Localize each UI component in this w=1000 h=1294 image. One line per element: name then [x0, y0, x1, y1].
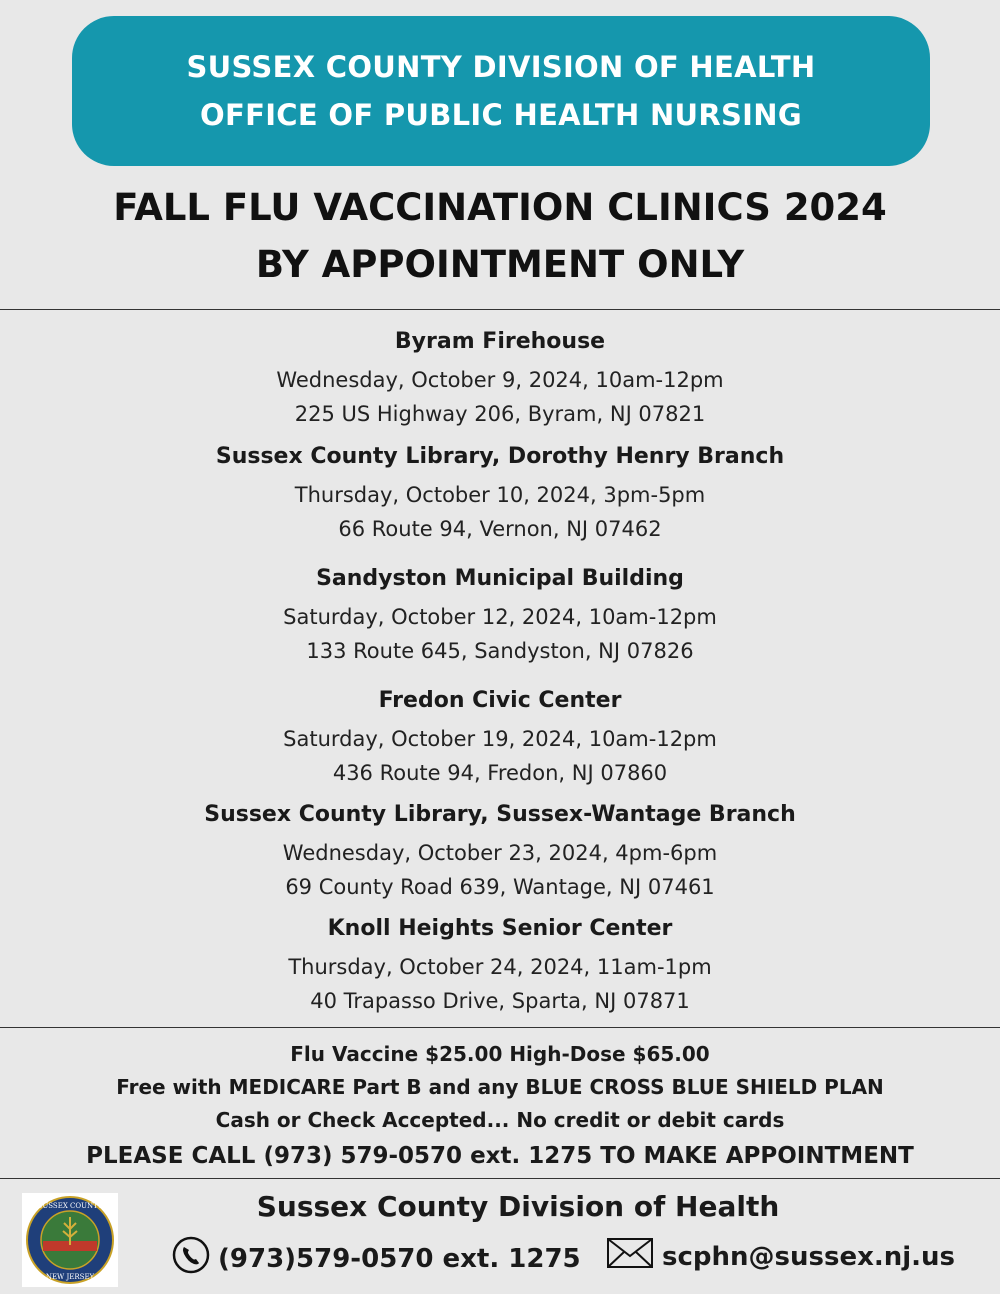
payment-line: Cash or Check Accepted... No credit or debit cards — [215, 1108, 785, 1132]
clinic-datetime: Wednesday, October 23, 2024, 4pm-6pm — [282, 841, 718, 865]
clinic-item — [0, 562, 1000, 668]
footer-org-name: Sussex County Division of Health — [256, 1190, 780, 1223]
clinic-address: 225 US Highway 206, Byram, NJ 07821 — [294, 402, 706, 426]
mail-icon — [606, 1236, 662, 1277]
clinic-item — [0, 684, 1000, 790]
clinic-address: 40 Trapasso Drive, Sparta, NJ 07871 — [310, 989, 690, 1013]
coverage-line: Free with MEDICARE Part B and any BLUE CROSS BLUE SHIELD PLAN — [116, 1075, 884, 1099]
clinic-name: Sussex County Library, Sussex-Wantage Branch — [204, 802, 796, 827]
phone-number: (973)579-0570 ext. 1275 — [218, 1243, 581, 1274]
clinic-address: 133 Route 645, Sandyston, NJ 07826 — [306, 639, 694, 663]
header-line-2: OFFICE OF PUBLIC HEALTH NURSING — [200, 98, 802, 132]
clinic-item — [0, 440, 1000, 546]
clinic-name: Knoll Heights Senior Center — [327, 916, 673, 941]
clinic-item — [0, 912, 1000, 1018]
clinic-name: Sussex County Library, Dorothy Henry Branch — [215, 444, 785, 469]
divider-top — [0, 309, 1000, 310]
seal-top-text: SUSSEX COUNTY — [37, 1202, 103, 1210]
divider-bottom — [0, 1178, 1000, 1179]
clinic-name: Sandyston Municipal Building — [316, 566, 684, 591]
footer-email[interactable] — [606, 1236, 955, 1277]
clinic-datetime: Saturday, October 12, 2024, 10am-12pm — [283, 605, 717, 629]
seal-bottom-text: NEW JERSEY — [45, 1273, 95, 1281]
clinic-datetime: Thursday, October 24, 2024, 11am-1pm — [288, 955, 712, 979]
header-banner — [72, 16, 930, 166]
clinic-item — [0, 798, 1000, 904]
divider-middle — [0, 1027, 1000, 1028]
clinic-item — [0, 325, 1000, 431]
clinic-datetime: Thursday, October 10, 2024, 3pm-5pm — [294, 483, 706, 507]
footer-phone[interactable] — [172, 1236, 581, 1281]
clinic-address: 66 Route 94, Vernon, NJ 07462 — [338, 517, 662, 541]
header-line-1: SUSSEX COUNTY DIVISION OF HEALTH — [186, 50, 816, 84]
phone-icon — [172, 1236, 218, 1281]
page-title: FALL FLU VACCINATION CLINICS 2024 — [113, 186, 887, 229]
clinic-name: Fredon Civic Center — [378, 688, 622, 713]
page-subtitle: BY APPOINTMENT ONLY — [255, 243, 745, 286]
email-address: scphn@sussex.nj.us — [662, 1241, 956, 1272]
call-to-action: PLEASE CALL (973) 579-0570 ext. 1275 TO MAKE APPOINTMENT — [86, 1143, 914, 1169]
clinic-datetime: Saturday, October 19, 2024, 10am-12pm — [283, 727, 717, 751]
clinic-address: 436 Route 94, Fredon, NJ 07860 — [332, 761, 668, 785]
price-line: Flu Vaccine $25.00 High-Dose $65.00 — [290, 1042, 710, 1066]
clinic-datetime: Wednesday, October 9, 2024, 10am-12pm — [276, 368, 724, 392]
clinic-name: Byram Firehouse — [394, 329, 606, 354]
clinic-address: 69 County Road 639, Wantage, NJ 07461 — [285, 875, 715, 899]
fees-section — [0, 1038, 1000, 1175]
